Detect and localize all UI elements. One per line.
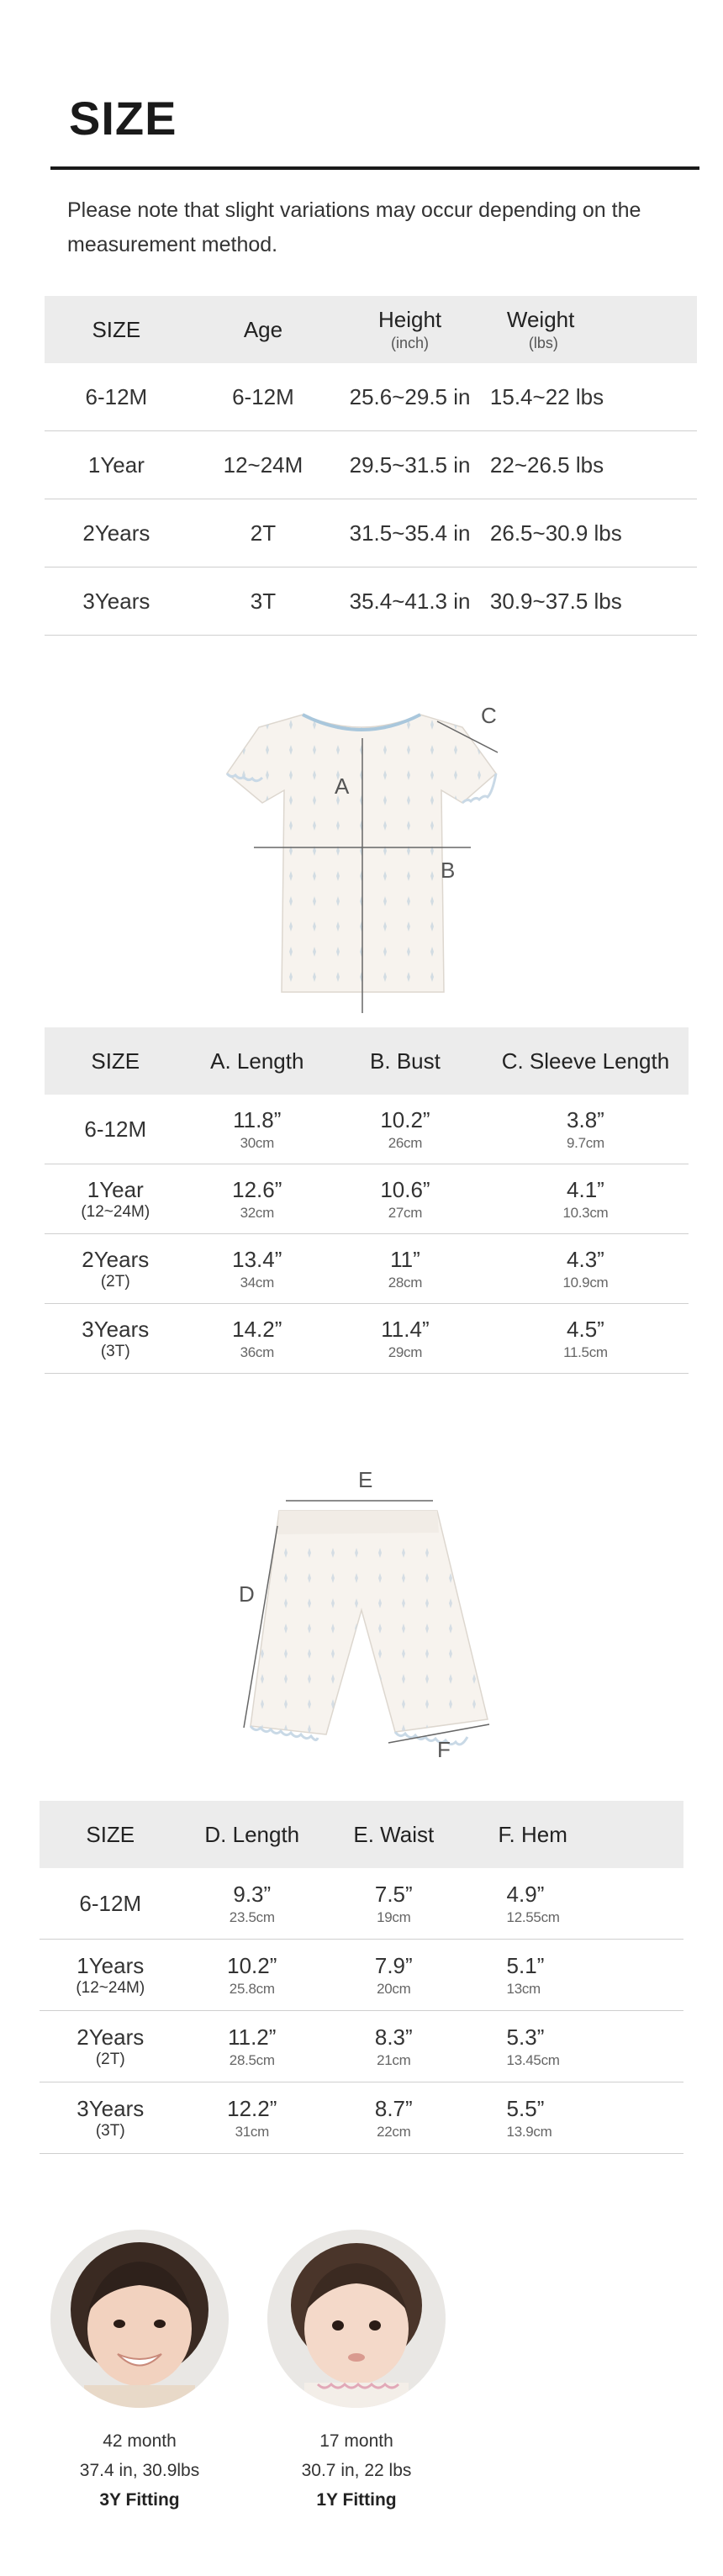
cell-size: 2Years xyxy=(45,499,188,567)
size-label: 6-12M xyxy=(84,1116,147,1142)
cell-size: 1Year xyxy=(45,431,188,499)
inch-value: 8.7” xyxy=(374,2095,413,2121)
cell-c xyxy=(483,1095,689,1164)
age-label: (3T) xyxy=(95,2121,125,2140)
model-age: 17 month xyxy=(319,2431,393,2451)
size-label: 1Year xyxy=(87,1176,144,1202)
cell-c xyxy=(483,1234,689,1304)
inch-value: 5.5” xyxy=(506,2095,545,2121)
cm-value: 29cm xyxy=(388,1343,423,1360)
cm-value: 23.5cm xyxy=(229,1908,275,1925)
table-row xyxy=(45,1304,689,1374)
table-header-row xyxy=(45,1027,689,1095)
inch-value: 10.6” xyxy=(380,1176,430,1202)
cell-weight: 26.5~30.9 lbs xyxy=(482,499,697,567)
cell-b xyxy=(328,1304,483,1374)
cell-age: 3T xyxy=(188,567,338,636)
cell-age: 6-12M xyxy=(188,363,338,431)
header-age: Age xyxy=(188,296,338,363)
cell-e xyxy=(323,1868,465,1940)
inch-value: 11.8” xyxy=(233,1106,282,1132)
table-row xyxy=(45,431,697,499)
top-measurement-table xyxy=(45,1027,689,1374)
cell-size xyxy=(45,1234,187,1304)
cell-size xyxy=(45,1164,187,1234)
cell-b xyxy=(328,1095,483,1164)
cell-d xyxy=(182,2011,324,2082)
inch-value: 4.1” xyxy=(567,1176,604,1202)
header-c-sleeve: C. Sleeve Length xyxy=(483,1027,689,1095)
cm-value: 13.9cm xyxy=(506,2123,552,2140)
inch-value: 7.9” xyxy=(374,1952,413,1978)
inch-value: 10.2” xyxy=(227,1952,277,1978)
inch-value: 11” xyxy=(390,1246,420,1272)
cell-c xyxy=(483,1304,689,1374)
label-c: C xyxy=(481,703,497,728)
cell-e xyxy=(323,1940,465,2011)
title-divider xyxy=(50,166,699,170)
inch-value: 3.8” xyxy=(567,1106,604,1132)
inch-value: 4.5” xyxy=(567,1316,604,1342)
inch-value: 10.2” xyxy=(380,1106,430,1132)
age-label: (2T) xyxy=(95,2050,125,2068)
inch-value: 12.6” xyxy=(232,1176,282,1202)
size-label: 2Years xyxy=(82,1246,150,1272)
model-fitting: 1Y Fitting xyxy=(316,2490,397,2510)
cm-value: 11.5cm xyxy=(563,1343,608,1360)
table-row xyxy=(40,1940,683,2011)
label-f: F xyxy=(437,1737,451,1762)
cell-size: 6-12M xyxy=(45,363,188,431)
header-size: SIZE xyxy=(40,1801,182,1868)
cell-size xyxy=(45,1304,187,1374)
label-e: E xyxy=(358,1467,373,1492)
cell-f xyxy=(465,2082,683,2154)
inch-value: 5.1” xyxy=(506,1952,545,1978)
size-label: 3Years xyxy=(82,1316,150,1342)
table-row xyxy=(45,499,697,567)
inch-value: 4.3” xyxy=(567,1246,604,1272)
table-row xyxy=(45,1164,689,1234)
cm-value: 25.8cm xyxy=(229,1980,275,1997)
cm-value: 28cm xyxy=(388,1274,423,1291)
cell-d xyxy=(182,1868,324,1940)
inch-value: 7.5” xyxy=(374,1881,413,1907)
cell-size: 3Years xyxy=(45,567,188,636)
table-row xyxy=(40,2082,683,2154)
cm-value: 36cm xyxy=(240,1343,274,1360)
table-row xyxy=(45,363,697,431)
cm-value: 13cm xyxy=(506,1980,541,1997)
age-label: (12~24M) xyxy=(81,1202,150,1221)
cell-e xyxy=(323,2011,465,2082)
cm-value: 26cm xyxy=(388,1134,423,1151)
cm-value: 20cm xyxy=(377,1980,411,1997)
age-label: (3T) xyxy=(100,1342,130,1360)
model-stats: 37.4 in, 30.9lbs xyxy=(79,2461,200,2480)
cell-a xyxy=(187,1095,329,1164)
inch-value: 13.4” xyxy=(232,1246,282,1272)
page-title: SIZE xyxy=(69,92,177,145)
header-e-waist: E. Waist xyxy=(323,1801,465,1868)
cm-value: 30cm xyxy=(240,1134,274,1151)
measurement-note: Please note that slight variations may occur depending on the measurement method. xyxy=(67,198,641,256)
header-weight: Weight (lbs) xyxy=(482,296,697,363)
table-row xyxy=(40,1868,683,1940)
cm-value: 19cm xyxy=(377,1908,411,1925)
cm-value: 10.3cm xyxy=(562,1204,609,1221)
cell-weight: 15.4~22 lbs xyxy=(482,363,697,431)
model-stats: 30.7 in, 22 lbs xyxy=(301,2461,412,2480)
inch-value: 9.3” xyxy=(233,1881,272,1907)
cell-age: 12~24M xyxy=(188,431,338,499)
cell-size xyxy=(40,1940,182,2011)
model-caption-1y xyxy=(247,2426,466,2515)
model-caption-3y xyxy=(30,2426,249,2515)
header-d-length: D. Length xyxy=(182,1801,324,1868)
header-height: Height (inch) xyxy=(338,296,482,363)
cell-b xyxy=(328,1234,483,1304)
cell-f xyxy=(465,1940,683,2011)
model-age: 42 month xyxy=(103,2431,177,2451)
size-age-table xyxy=(45,296,697,636)
cell-height: 35.4~41.3 in xyxy=(338,567,482,636)
age-label: (12~24M) xyxy=(76,1978,145,1997)
cm-value: 10.9cm xyxy=(562,1274,609,1291)
cell-a xyxy=(187,1234,329,1304)
cm-value: 13.45cm xyxy=(506,2051,560,2068)
cell-size xyxy=(40,2011,182,2082)
table-row xyxy=(40,2011,683,2082)
cell-size xyxy=(45,1095,187,1164)
inch-value: 4.9” xyxy=(506,1881,545,1907)
model-fitting: 3Y Fitting xyxy=(99,2490,180,2510)
cell-d xyxy=(182,2082,324,2154)
cell-height: 25.6~29.5 in xyxy=(338,363,482,431)
cell-f xyxy=(465,1868,683,1940)
cm-value: 31cm xyxy=(235,2123,269,2140)
cm-value: 32cm xyxy=(240,1204,274,1221)
label-b: B xyxy=(441,858,456,883)
inch-value: 5.3” xyxy=(506,2024,545,2050)
cell-f xyxy=(465,2011,683,2082)
cell-weight: 30.9~37.5 lbs xyxy=(482,567,697,636)
size-label: 3Years xyxy=(77,2095,145,2121)
inch-value: 14.2” xyxy=(232,1316,282,1342)
header-a-length: A. Length xyxy=(187,1027,329,1095)
inch-value: 11.2” xyxy=(228,2024,277,2050)
cell-age: 2T xyxy=(188,499,338,567)
cm-value: 9.7cm xyxy=(567,1134,604,1151)
cell-a xyxy=(187,1304,329,1374)
inch-value: 11.4” xyxy=(381,1316,430,1342)
size-label: 1Years xyxy=(77,1952,145,1978)
cell-size xyxy=(40,1868,182,1940)
cell-c xyxy=(483,1164,689,1234)
table-row xyxy=(45,1095,689,1164)
header-size: SIZE xyxy=(45,1027,187,1095)
table-row xyxy=(45,1234,689,1304)
label-d: D xyxy=(239,1581,255,1607)
cm-value: 28.5cm xyxy=(229,2051,275,2068)
cell-weight: 22~26.5 lbs xyxy=(482,431,697,499)
model-photo-1y xyxy=(267,2230,446,2408)
shorts-measurement-table xyxy=(40,1801,683,2154)
header-size: SIZE xyxy=(45,296,188,363)
cell-size xyxy=(40,2082,182,2154)
header-f-hem: F. Hem xyxy=(465,1801,683,1868)
cell-b xyxy=(328,1164,483,1234)
inch-value: 8.3” xyxy=(374,2024,413,2050)
cm-value: 27cm xyxy=(388,1204,423,1221)
cell-e xyxy=(323,2082,465,2154)
label-a: A xyxy=(335,773,350,799)
cell-d xyxy=(182,1940,324,2011)
model-photo-3y xyxy=(50,2230,229,2408)
cell-a xyxy=(187,1164,329,1234)
cm-value: 22cm xyxy=(377,2123,411,2140)
shorts-garment-diagram xyxy=(227,1467,513,1770)
age-label: (2T) xyxy=(100,1272,130,1291)
inch-value: 12.2” xyxy=(227,2095,277,2121)
top-garment-diagram xyxy=(185,689,538,1017)
cell-height: 29.5~31.5 in xyxy=(338,431,482,499)
size-label: 2Years xyxy=(77,2024,145,2050)
cm-value: 12.55cm xyxy=(506,1908,560,1925)
size-label: 6-12M xyxy=(79,1890,142,1916)
cell-height: 31.5~35.4 in xyxy=(338,499,482,567)
table-header-row xyxy=(40,1801,683,1868)
table-row xyxy=(45,567,697,636)
cm-value: 21cm xyxy=(377,2051,411,2068)
header-b-bust: B. Bust xyxy=(328,1027,483,1095)
cm-value: 34cm xyxy=(240,1274,274,1291)
table-header-row xyxy=(45,296,697,363)
